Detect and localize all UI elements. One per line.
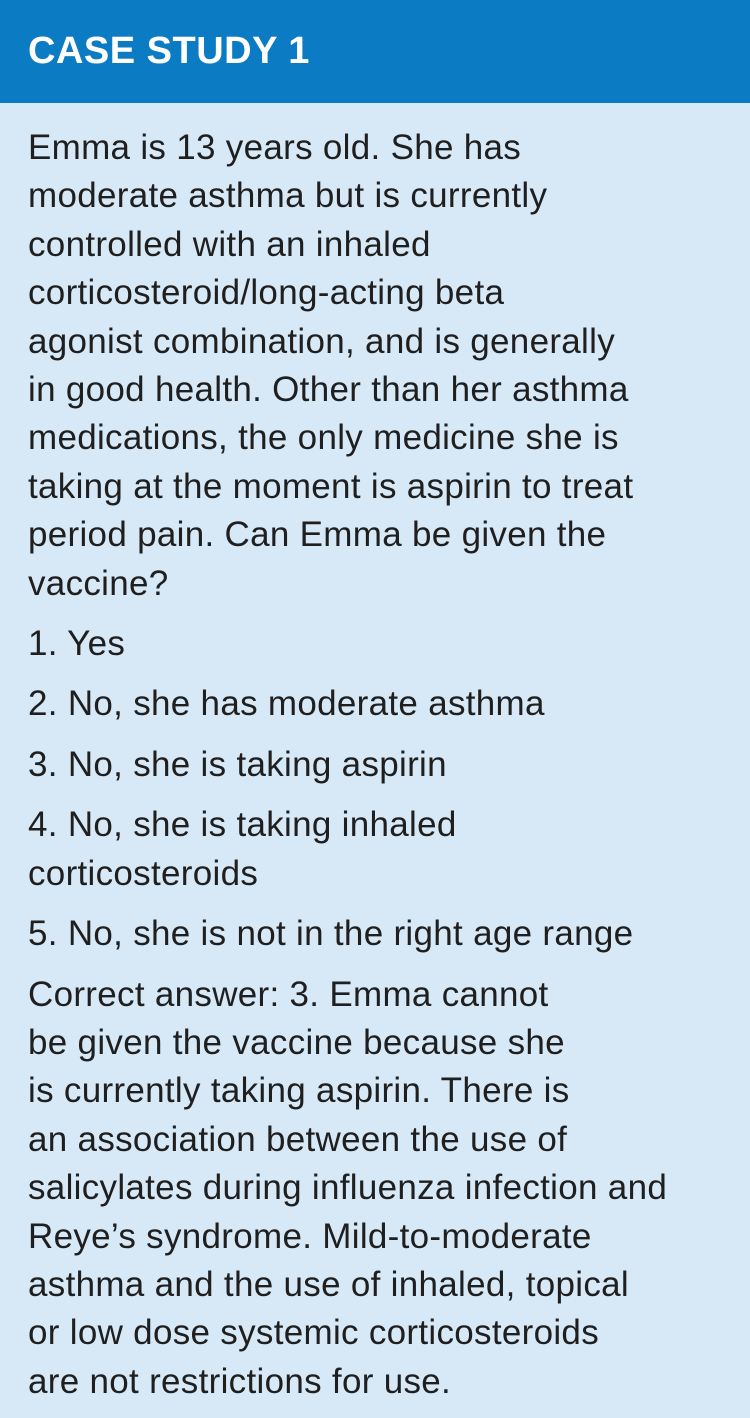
question-line: taking at the moment is aspirin to treat [28,466,634,506]
option-5 [28,910,740,958]
question-paragraph [28,124,740,608]
option-2 [28,680,740,728]
option-line: 5. No, she is not in the right age range [28,914,634,954]
question-line: corticosteroid/long-acting beta [28,273,505,313]
question-line: controlled with an inhaled [28,224,431,264]
question-line: agonist combination, and is generally [28,321,616,361]
question-line: vaccine? [28,563,169,603]
case-study-title: CASE STUDY 1 [28,30,310,72]
question-line: medications, the only medicine she is [28,418,619,458]
question-line: in good health. Other than her asthma [28,370,629,410]
answer-paragraph [28,971,740,1407]
answer-line: Correct answer: 3. Emma cannot [28,974,549,1014]
answer-line: asthma and the use of inhaled, topical [28,1264,629,1304]
option-1 [28,620,740,668]
answer-line: is currently taking aspirin. There is [28,1071,570,1111]
option-4 [28,801,740,898]
option-line: 4. No, she is taking inhaled [28,805,457,845]
question-line: period pain. Can Emma be given the [28,515,607,555]
answer-line: salicylates during influenza infection and [28,1168,668,1208]
case-study-body [28,124,740,1418]
option-line: 1. Yes [28,624,126,664]
question-line: Emma is 13 years old. She has [28,128,522,167]
answer-line: Reye’s syndrome. Mild-to-moderate [28,1216,592,1256]
option-line: corticosteroids [28,853,259,893]
answer-line: are not restrictions for use. [28,1361,452,1401]
option-3 [28,741,740,789]
answer-line: an association between the use of [28,1119,568,1159]
option-line: 3. No, she is taking aspirin [28,744,447,784]
case-study-header [0,0,750,103]
question-line: moderate asthma but is currently [28,176,548,216]
answer-line: be given the vaccine because she [28,1022,565,1062]
option-line: 2. No, she has moderate asthma [28,684,545,724]
answer-line: or low dose systemic corticosteroids [28,1313,599,1353]
